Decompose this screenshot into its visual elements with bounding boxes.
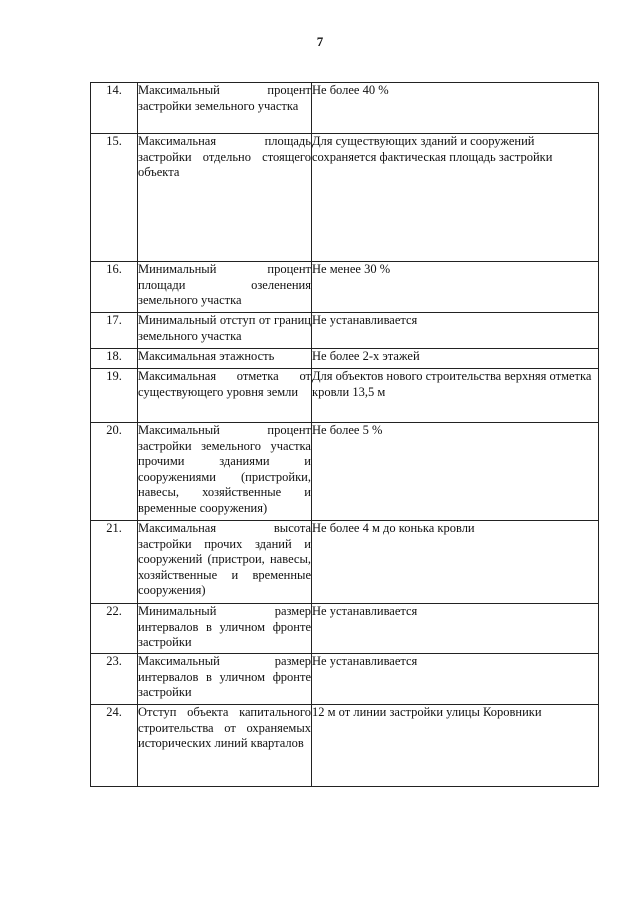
row-number: 19. xyxy=(91,369,138,423)
parameter-value: Не устанавливается xyxy=(312,604,599,654)
table-row xyxy=(91,705,599,787)
table-row xyxy=(91,83,599,134)
table-row xyxy=(91,349,599,369)
parameter-name: Отступ объекта капитального строительства от охраняемых исторических линий кварталов xyxy=(138,705,312,787)
parameter-value: Не более 2-х этажей xyxy=(312,349,599,369)
parameter-value: Для существующих зданий и сооружений сохраняется фактическая площадь застройки xyxy=(312,134,599,262)
table-row xyxy=(91,604,599,654)
parameter-value: Не устанавливается xyxy=(312,313,599,349)
parameter-name: Минимальный процент площади озеленения земельного участка xyxy=(138,262,312,313)
row-number: 15. xyxy=(91,134,138,262)
parameter-name: Максимальная отметка от существующего уровня земли xyxy=(138,369,312,423)
table-row xyxy=(91,313,599,349)
row-number: 21. xyxy=(91,521,138,604)
row-number: 20. xyxy=(91,423,138,521)
table-row xyxy=(91,262,599,313)
parameter-name: Максимальный процент застройки земельного участка xyxy=(138,83,312,134)
parameter-name: Минимальный размер интервалов в уличном фронте застройки xyxy=(138,604,312,654)
page-number: 7 xyxy=(316,34,324,49)
parameter-name: Минимальный отступ от границ земельного участка xyxy=(138,313,312,349)
parameter-value: Для объектов нового строительства верхняя отметка кровли 13,5 м xyxy=(312,369,599,423)
parameter-name: Максимальный процент застройки земельного участка прочими зданиями и сооружениями (пристройки, навесы, хозяйственные и временные сооружения) xyxy=(138,423,312,521)
parameter-value: Не более 40 % xyxy=(312,83,599,134)
parameter-name: Максимальная этажность xyxy=(138,349,312,369)
parameter-name: Максимальная высота застройки прочих зданий и сооружений (пристрои, навесы, хозяйственные и временные сооружения) xyxy=(138,521,312,604)
parameter-name: Максимальная площадь застройки отдельно стоящего объекта xyxy=(138,134,312,262)
row-number: 14. xyxy=(91,83,138,134)
row-number: 16. xyxy=(91,262,138,313)
row-number: 18. xyxy=(91,349,138,369)
parameter-value: Не менее 30 % xyxy=(312,262,599,313)
row-number: 17. xyxy=(91,313,138,349)
row-number: 24. xyxy=(91,705,138,787)
parameter-value: Не более 5 % xyxy=(312,423,599,521)
table-row xyxy=(91,134,599,262)
table-row xyxy=(91,654,599,705)
parameter-value: Не устанавливается xyxy=(312,654,599,705)
parameter-value: Не более 4 м до конька кровли xyxy=(312,521,599,604)
table-row xyxy=(91,369,599,423)
parameter-name: Максимальный размер интервалов в уличном фронте застройки xyxy=(138,654,312,705)
table-row xyxy=(91,423,599,521)
row-number: 23. xyxy=(91,654,138,705)
table-row xyxy=(91,521,599,604)
row-number: 22. xyxy=(91,604,138,654)
parameter-value: 12 м от линии застройки улицы Коровники xyxy=(312,705,599,787)
parameters-table xyxy=(90,82,599,787)
